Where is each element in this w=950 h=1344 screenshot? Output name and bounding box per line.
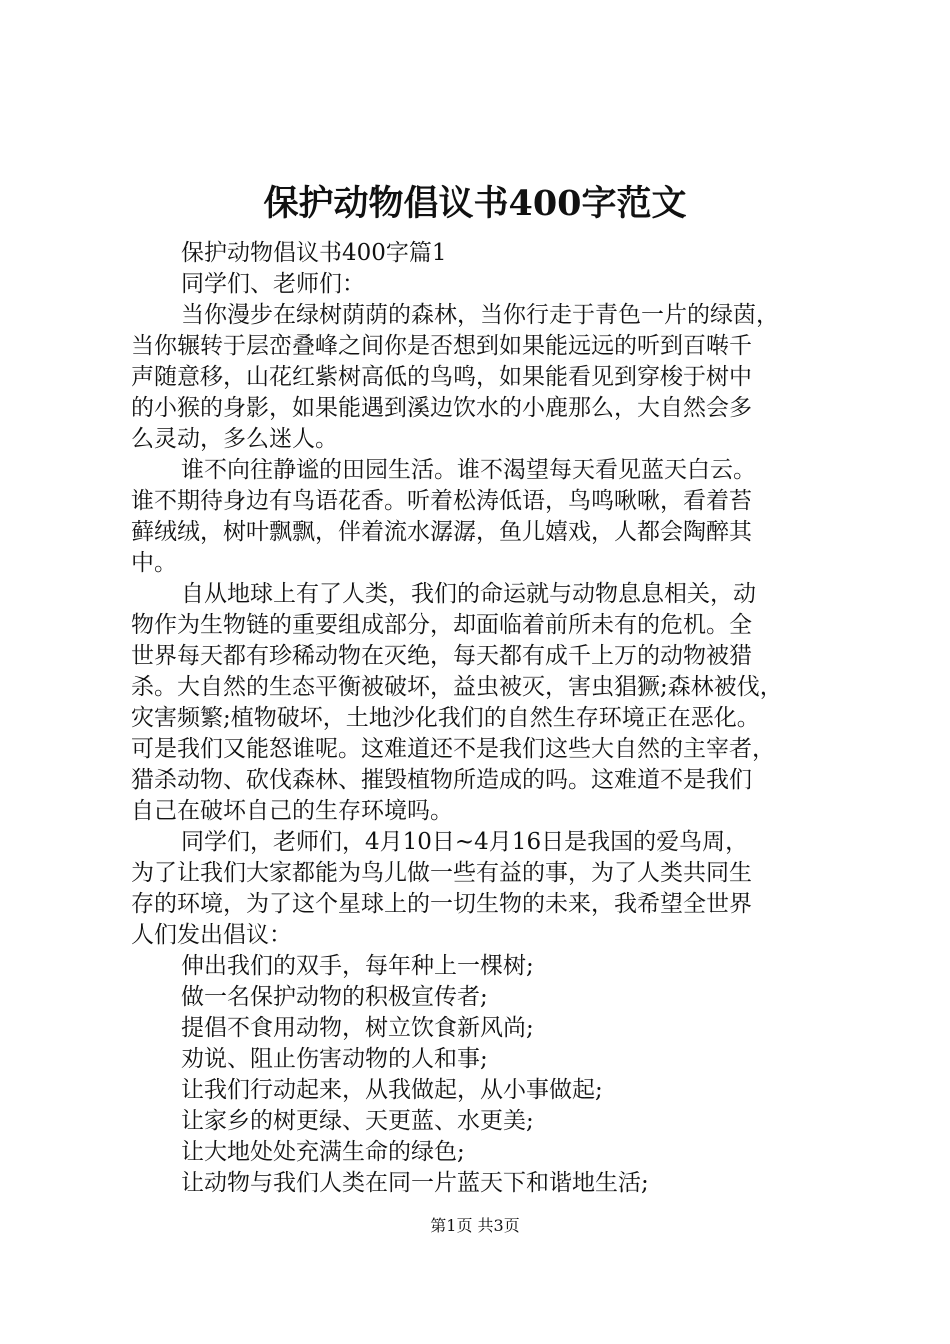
text-line: 存的环境，为了这个星球上的一切生物的未来，我希望全世界: [131, 891, 752, 917]
text-line: 的小猴的身影，如果能遇到溪边饮水的小鹿那么，大自然会多: [131, 395, 752, 421]
text-line: 中。: [131, 550, 177, 576]
text-line: 灾害频繁;植物破坏，土地沙化我们的自然生存环境正在恶化。: [131, 705, 760, 731]
text-line: 让动物与我们人类在同一片蓝天下和谐地生活;: [181, 1170, 649, 1196]
text-line: 伸出我们的双手，每年种上一棵树;: [181, 953, 534, 979]
document-title: 保护动物倡议书400字范文: [263, 183, 687, 224]
text-line: 谁不期待身边有鸟语花香。听着松涛低语，鸟鸣啾啾，看着苔: [131, 488, 752, 514]
text-line: 么灵动，多么迷人。: [131, 426, 338, 452]
text-line: 世界每天都有珍稀动物在灭绝，每天都有成千上万的动物被猎: [131, 643, 752, 669]
text-line: 人们发出倡议：: [131, 922, 292, 948]
text-line: 藓绒绒，树叶飘飘，伴着流水潺潺，鱼儿嬉戏，人都会陶醉其: [131, 519, 752, 545]
text-line: 为了让我们大家都能为鸟儿做一些有益的事，为了人类共同生: [131, 860, 752, 886]
text-line: 物作为生物链的重要组成部分，却面临着前所未有的危机。全: [131, 612, 752, 638]
text-line: 保护动物倡议书400字篇1: [181, 240, 447, 266]
text-line: 声随意移，山花红紫树高低的鸟鸣，如果能看见到穿梭于树中: [131, 364, 752, 390]
text-line: 提倡不食用动物，树立饮食新风尚;: [181, 1015, 534, 1041]
text-line: 杀。大自然的生态平衡被破坏，益虫被灭，害虫猖獗;森林被伐，: [131, 674, 783, 700]
text-line: 自己在破坏自己的生存环境吗。: [131, 798, 453, 824]
text-line: 可是我们又能怒谁呢。这难道还不是我们这些大自然的主宰者，: [131, 736, 775, 762]
text-line: 劝说、阻止伤害动物的人和事;: [181, 1046, 488, 1072]
text-line: 同学们，老师们，4月10日~4月16日是我国的爱鸟周，: [181, 829, 749, 855]
text-line: 让大地处处充满生命的绿色;: [181, 1139, 465, 1165]
document-body: [131, 238, 831, 1199]
text-line: 让家乡的树更绿、天更蓝、水更美;: [181, 1108, 534, 1134]
text-line: 当你辗转于层峦叠峰之间你是否想到如果能远远的听到百啭千: [131, 333, 752, 359]
text-line: 自从地球上有了人类，我们的命运就与动物息息相关，动: [181, 581, 756, 607]
text-line: 谁不向往静谧的田园生活。谁不渴望每天看见蓝天白云。: [181, 457, 756, 483]
text-line: 做一名保护动物的积极宣传者;: [181, 984, 488, 1010]
text-line: 同学们、老师们：: [181, 271, 365, 297]
text-line: 当你漫步在绿树荫荫的森林，当你行走于青色一片的绿茵，: [181, 302, 779, 328]
text-line: 猎杀动物、砍伐森林、摧毁植物所造成的吗。这难道不是我们: [131, 767, 752, 793]
text-line: 让我们行动起来，从我做起，从小事做起;: [181, 1077, 603, 1103]
page-footer: 第1页 共3页: [430, 1216, 520, 1235]
